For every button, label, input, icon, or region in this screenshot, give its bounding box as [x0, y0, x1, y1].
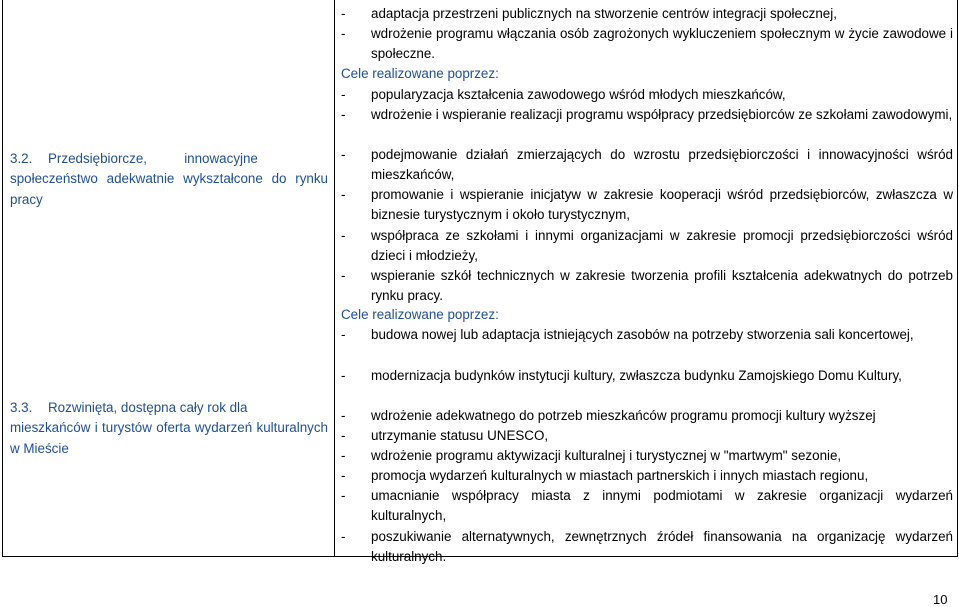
- bullet-dash: -: [341, 448, 346, 463]
- list-item: [341, 486, 953, 527]
- bullet-dash: -: [341, 368, 346, 383]
- list-item-text: wdrożenie programu włączania osób zagrożonych wykluczeniem społecznym w życie zawodowe i społeczne.: [371, 26, 953, 62]
- list-item: [341, 24, 953, 65]
- bullet-dash: -: [341, 529, 346, 544]
- list-item-text: popularyzacja kształcenia zawodowego wśród młodych mieszkańców,: [371, 87, 786, 102]
- list-item: [341, 266, 953, 307]
- section-3-3: [10, 398, 328, 459]
- list-item: [341, 426, 953, 446]
- list-item-text: wdrożenie programu aktywizacji kulturalnej i turystycznej w "martwym" sezonie,: [371, 448, 842, 463]
- goals-table: [2, 0, 958, 565]
- section-title-line1: Rozwinięta, dostępna cały rok dla: [48, 400, 248, 415]
- bullet-dash: -: [341, 268, 346, 283]
- bullet-dash: -: [341, 26, 346, 41]
- list-item-text: wdrożenie i wspieranie realizacji programu współpracy przedsiębiorców ze szkołami zawodowymi,: [371, 107, 953, 122]
- list-item: [341, 527, 953, 568]
- list-item: [341, 4, 953, 24]
- list-item-text: współpraca ze szkołami i innymi organizacjami w zakresie promocji przedsiębiorczości wśród dzieci i młodzieży,: [371, 228, 953, 264]
- bullet-dash: -: [341, 327, 346, 342]
- page-number: 10: [933, 592, 948, 607]
- section-number: 3.2.: [10, 151, 33, 166]
- list-item-text: promocja wydarzeń kulturalnych w miastach partnerskich i innych miastach regionu,: [371, 468, 869, 483]
- bullet-dash: -: [341, 6, 346, 21]
- list-item: [341, 406, 953, 426]
- section-3-2: [10, 149, 328, 210]
- list-item: [341, 366, 953, 386]
- list-item: [341, 325, 953, 345]
- list-item-text: modernizacja budynków instytucji kultury, zwłaszcza budynku Zamojskiego Domu Kultury,: [371, 368, 902, 383]
- list-item-text: wdrożenie adekwatnego do potrzeb mieszkańców programu promocji kultury wyższej: [371, 408, 876, 423]
- list-item-text: adaptacja przestrzeni publicznych na stworzenie centrów integracji społecznej,: [371, 6, 837, 21]
- bullet-dash: -: [341, 468, 346, 483]
- list-item-text: poszukiwanie alternatywnych, zewnętrznych źródeł finansowania na organizację wydarzeń kulturalnych.: [371, 529, 953, 565]
- bullet-dash: -: [341, 147, 346, 162]
- section-title-rest: społeczeństwo adekwatnie wykształcone do rynku pracy: [10, 171, 328, 207]
- list-item-text: podejmowanie działań zmierzających do wzrostu przedsiębiorczości i innowacyjności wśród mieszkańców,: [371, 147, 953, 183]
- list-item-text: budowa nowej lub adaptacja istniejących zasobów na potrzeby stworzenia sali koncertowej,: [371, 327, 914, 342]
- bullet-dash: -: [341, 228, 346, 243]
- list-item-text: umacnianie współpracy miasta z innymi podmiotami w zakresie organizacji wydarzeń kulturalnych,: [371, 488, 953, 524]
- list-item-text: wspieranie szkół technicznych w zakresie tworzenia profili kształcenia adekwatnych do potrzeb rynku pracy.: [371, 268, 953, 304]
- list-item: [341, 446, 953, 466]
- list-item-text: utrzymanie statusu UNESCO,: [371, 428, 549, 443]
- list-item-text: promowanie i wspieranie inicjatyw w zakresie kooperacji wśród przedsiębiorców, zwłaszcza w biznesie turystycznym i około turystycznym,: [371, 187, 953, 223]
- section-number: 3.3.: [10, 400, 33, 415]
- list-item: [341, 105, 953, 125]
- bullet-dash: -: [341, 428, 346, 443]
- list-item: [341, 145, 953, 186]
- section-title-rest: mieszkańców i turystów oferta wydarzeń kulturalnych w Mieście: [10, 420, 328, 456]
- list-item: [341, 466, 953, 486]
- section-title-line1: Przedsiębiorcze, innowacyjne: [48, 151, 258, 166]
- left-column: [3, 0, 334, 556]
- bullet-dash: -: [341, 187, 346, 202]
- goals-heading: Cele realizowane poprzez:: [341, 307, 499, 322]
- goals-heading: Cele realizowane poprzez:: [341, 66, 499, 81]
- bullet-dash: -: [341, 87, 346, 102]
- list-item: [341, 226, 953, 267]
- right-column: [335, 0, 957, 565]
- bullet-dash: -: [341, 488, 346, 503]
- list-item: [341, 85, 953, 105]
- list-item: [341, 185, 953, 226]
- bullet-dash: -: [341, 408, 346, 423]
- bullet-dash: -: [341, 107, 346, 122]
